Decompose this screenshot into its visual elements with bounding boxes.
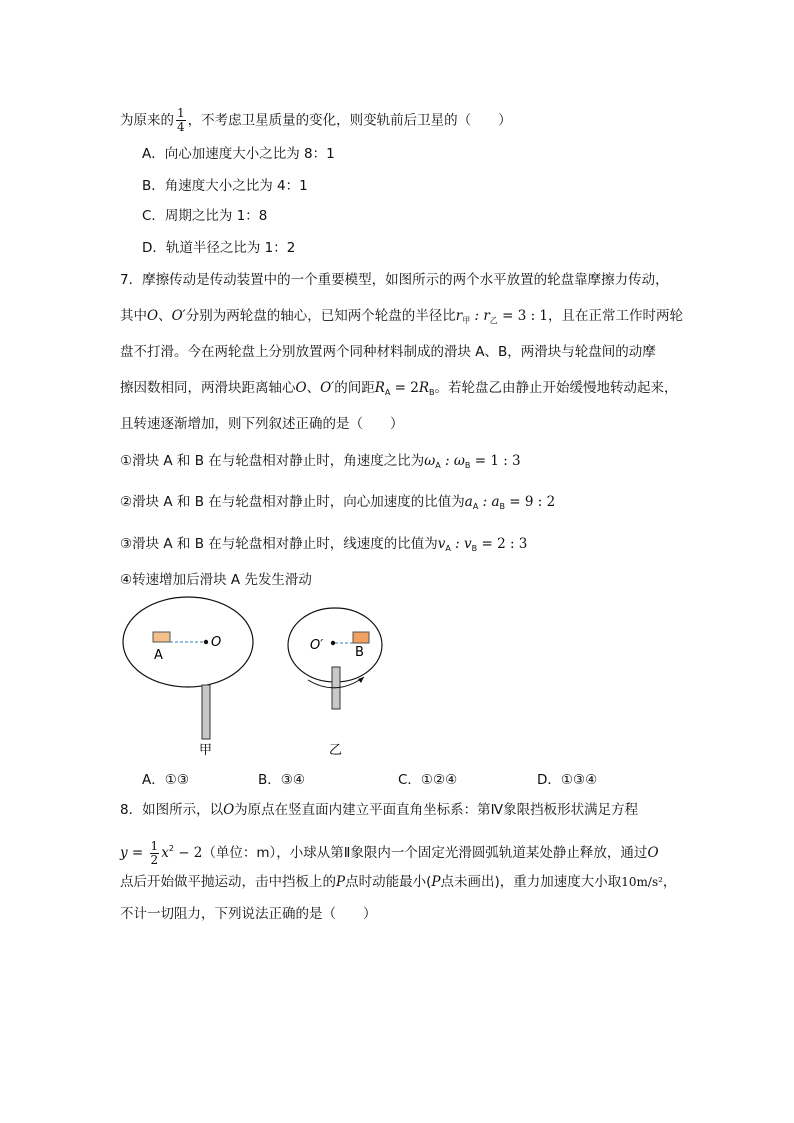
- q8-text: 点时动能最小(: [345, 874, 432, 890]
- q7-sub-yi: 乙: [489, 316, 498, 325]
- q7-math-o-prime: O′: [171, 308, 186, 324]
- q8-frac-num: 1: [150, 838, 159, 853]
- q7-sub: A: [435, 461, 441, 470]
- q7-line-1: 7．摩擦传动是传动装置中的一个重要模型，如图所示的两个水平放置的轮盘靠摩擦力传动，: [120, 272, 669, 288]
- q8-text: 8．如图所示，以: [120, 802, 224, 818]
- block-a: [153, 632, 170, 642]
- q7-math-omega: ω: [453, 453, 465, 469]
- q7-statement-text: ③滑块 A 和 B 在与轮盘相对静止时，线速度的比值为: [120, 536, 438, 552]
- q8-math-o: O: [647, 845, 659, 861]
- q7-sub-a: A: [384, 388, 391, 397]
- q6-stem-after: ，不考虑卫星质量的变化，则变轨前后卫星的（ ）: [187, 112, 512, 129]
- q7-sub: A: [472, 502, 479, 511]
- q8-text: 为原点在竖直面内建立平面直角坐标系：第Ⅳ象限挡板形状满足方程: [234, 802, 639, 818]
- q8-text: （单位：m），小球从第Ⅱ象限内一个固定光滑圆弧轨道某处静止释放，通过: [202, 845, 648, 861]
- q7-math-r: r: [455, 308, 463, 324]
- q7-math-ratio: = 9 : 2: [505, 494, 556, 510]
- label-yi: 乙: [329, 743, 343, 758]
- q7-math-ratio: = 3 : 1: [497, 308, 548, 324]
- q6-option-a: A．向心加速度大小之比为 8：1: [142, 146, 335, 162]
- label-jia: 甲: [199, 743, 213, 758]
- q7-statement-1: [120, 451, 521, 476]
- axis-o-dot: [204, 640, 208, 644]
- label-b: B: [355, 645, 364, 660]
- q8-text: ，: [662, 874, 677, 890]
- q8-frac-den: 2: [150, 852, 159, 867]
- q8-gravity-value: 10m/s²: [621, 875, 663, 889]
- q7-choice-c: C．①②④: [398, 772, 458, 788]
- label-a: A: [154, 648, 163, 663]
- q7-choice-d: D．①③④: [537, 772, 598, 788]
- q7-text: 分别为两轮盘的轴心，已知两个轮盘的半径比: [185, 308, 456, 324]
- q8-line-1: [120, 800, 638, 820]
- q8-line-2: [120, 834, 659, 868]
- q7-math-ratio: = 1 : 3: [470, 453, 521, 469]
- q7-choice-a: A．①③: [142, 772, 189, 788]
- q7-sub-jia: 甲: [462, 316, 471, 325]
- q8-line-3: [120, 872, 676, 892]
- q8-line-4: 不计一切阻力，下列说法正确的是（ ）: [120, 906, 377, 922]
- axis-o-prime-dot: [331, 641, 335, 645]
- q7-figure: [110, 595, 410, 765]
- q6-option-d: D．轨道半径之比为 1：2: [142, 240, 296, 256]
- q7-choice-b: B．③④: [258, 772, 305, 788]
- q8-math-o: O: [223, 802, 235, 818]
- q7-math-v: v: [437, 536, 446, 552]
- q7-math-o: O: [295, 380, 307, 396]
- q6-option-b: B．角速度大小之比为 4：1: [142, 178, 308, 194]
- q7-text: 的间距: [334, 380, 375, 396]
- q6-frac-num: 1: [177, 106, 185, 120]
- q7-text: 、: [158, 308, 172, 324]
- label-o: O: [211, 635, 222, 650]
- q8-text: 点未画出)，重力加速度大小取: [440, 874, 622, 890]
- q7-statement-text: ①滑块 A 和 B 在与轮盘相对静止时，角速度之比为: [120, 453, 425, 469]
- q7-sub: B: [471, 544, 478, 553]
- q7-text: ，且在正常工作时两轮: [548, 308, 683, 324]
- q7-math-r: R: [418, 380, 430, 396]
- q7-text: 、: [306, 380, 321, 396]
- q7-text: 擦因数相同，两滑块距离轴心: [120, 380, 296, 396]
- q6-stem-before: 为原来的: [120, 112, 174, 129]
- q8-fraction: [150, 840, 160, 867]
- q8-math-y: y: [120, 845, 128, 861]
- q7-math-colon: :: [450, 536, 465, 552]
- q6-frac-den: 4: [177, 120, 185, 134]
- q6-option-c: C．周期之比为 1：8: [142, 208, 268, 224]
- q8-math-x: x: [161, 845, 169, 861]
- q7-sub: B: [499, 502, 506, 511]
- label-o-prime: O′: [310, 638, 324, 653]
- q7-math-colon: :: [470, 308, 484, 324]
- q7-text: 。若轮盘乙由静止开始缓慢地转动起来，: [434, 380, 678, 396]
- q8-math-pow: 2: [168, 844, 174, 853]
- q7-math-v: v: [464, 536, 472, 552]
- q7-math-eq: = 2: [390, 380, 419, 396]
- q8-math-tail: − 2: [173, 845, 203, 861]
- q7-line-4: [120, 378, 678, 403]
- block-b: [353, 632, 369, 643]
- q7-sub-b: B: [429, 388, 435, 397]
- q8-math-p: P: [431, 874, 441, 890]
- q6-fraction: [176, 107, 186, 134]
- q8-math-p: P: [336, 874, 346, 890]
- q7-math-r: R: [374, 380, 385, 396]
- q7-math-colon: :: [478, 494, 492, 510]
- q7-math-r: r: [483, 308, 490, 324]
- q7-text: 其中: [120, 308, 147, 324]
- q7-math-o-prime: O′: [320, 380, 335, 396]
- q7-math-ratio: = 2 : 3: [477, 536, 528, 552]
- q7-statement-3: [120, 534, 527, 559]
- q8-text: 点后开始做平抛运动，击中挡板上的: [120, 874, 336, 890]
- q7-sub: B: [464, 461, 471, 470]
- q7-math-a: a: [491, 494, 500, 510]
- q7-math-o: O: [147, 308, 159, 324]
- q7-line-2: [120, 306, 683, 331]
- q6-stem: [120, 107, 512, 134]
- q7-line-3: 盘不打滑。今在两轮盘上分别放置两个同种材料制成的滑块 A、B，两滑块与轮盘间的动摩: [120, 344, 656, 360]
- q7-sub: A: [445, 544, 451, 553]
- q7-statement-2: [120, 492, 555, 517]
- shaft-jia: [202, 685, 210, 739]
- q7-math-a: a: [464, 494, 473, 510]
- q7-statement-4: ④转速增加后滑块 A 先发生滑动: [120, 572, 312, 588]
- q7-math-colon: :: [440, 453, 454, 469]
- q7-math-omega: ω: [424, 453, 436, 469]
- q7-line-5: 且转速逐渐增加，则下列叙述正确的是（ ）: [120, 416, 404, 432]
- rotation-arrowhead: [358, 677, 364, 683]
- q8-math-eq: =: [127, 845, 148, 861]
- q7-statement-text: ②滑块 A 和 B 在与轮盘相对静止时，向心加速度的比值为: [120, 494, 465, 510]
